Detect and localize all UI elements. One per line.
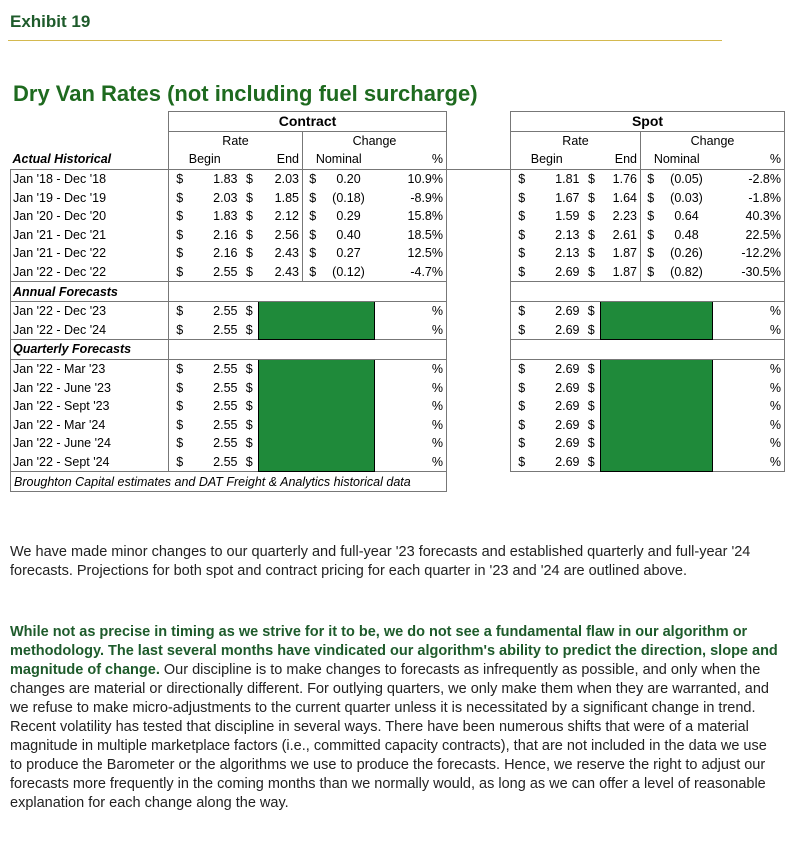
spot-pct-header: % <box>713 150 785 169</box>
spot-begin-value: 1.67 <box>555 190 580 205</box>
currency-sign: $ <box>511 397 533 416</box>
historical-section-label: Actual Historical <box>11 150 169 169</box>
currency-sign: $ <box>303 207 323 226</box>
currency-sign: $ <box>641 244 661 263</box>
currency-sign: $ <box>588 227 595 242</box>
currency-sign: $ <box>511 301 533 320</box>
contract-pct-sign: % <box>375 416 447 435</box>
spacer <box>169 340 447 360</box>
currency-sign: $ <box>511 359 533 378</box>
spot-end-value: 2.61 <box>612 227 637 242</box>
spot-rate-header: Rate <box>511 131 641 150</box>
currency-sign: $ <box>169 188 191 207</box>
section-header-row <box>11 282 785 302</box>
currency-sign: $ <box>588 246 595 261</box>
currency-sign: $ <box>511 226 533 245</box>
spacer <box>447 397 511 416</box>
currency-sign: $ <box>245 380 253 395</box>
contract-end-value: 2.43 <box>274 246 299 261</box>
currency-sign: $ <box>245 304 253 319</box>
spot-pct-value: -1.8% <box>713 188 785 207</box>
currency-sign: $ <box>169 226 191 245</box>
page-title: Dry Van Rates (not including fuel surcharge) <box>13 81 478 106</box>
currency-sign: $ <box>511 453 533 472</box>
table-row <box>11 263 785 282</box>
currency-sign: $ <box>169 263 191 282</box>
spot-end-value: 1.76 <box>612 172 637 187</box>
contract-pct-value: 18.5% <box>375 226 447 245</box>
rates-table <box>10 111 785 492</box>
column-header-row <box>11 150 785 169</box>
currency-sign: $ <box>169 301 191 320</box>
contract-begin-value: 2.55 <box>191 453 241 472</box>
contract-begin-value: 2.03 <box>213 190 238 205</box>
currency-sign: $ <box>511 188 533 207</box>
contract-begin-value: 2.55 <box>213 436 238 451</box>
contract-end-value: 1.85 <box>274 190 299 205</box>
row-label: Jan '22 - Dec '24 <box>11 321 169 340</box>
table-row <box>11 244 785 263</box>
currency-sign: $ <box>303 188 323 207</box>
spot-nominal-value: (0.82) <box>661 263 713 282</box>
currency-sign: $ <box>169 378 191 397</box>
spot-pct-sign: % <box>713 301 785 320</box>
contract-begin-header: Begin <box>169 150 241 169</box>
currency-sign: $ <box>169 453 191 472</box>
annual-section-label: Annual Forecasts <box>11 282 169 302</box>
spot-begin-value: 2.69 <box>555 417 580 432</box>
spot-pct-value: 22.5% <box>713 226 785 245</box>
row-label: Jan '22 - Mar '24 <box>11 416 169 435</box>
contract-pct-value: -8.9% <box>375 188 447 207</box>
spot-nominal-value: (0.05) <box>670 172 703 187</box>
spot-end-value: 1.64 <box>612 190 637 205</box>
row-label: Jan '22 - Mar '23 <box>11 359 169 378</box>
spacer <box>511 282 785 302</box>
row-label: Jan '22 - Dec '22 <box>11 263 169 282</box>
table-row <box>11 169 785 188</box>
spacer <box>447 263 511 282</box>
paragraph-forecast-changes: We have made minor changes to our quarterly and full-year '23 forecasts and established quarterly and full-year '24 forecasts. Projections for both spot and contract pricing for each quarter in '23 and '24 are outlined above. <box>10 544 751 579</box>
currency-sign: $ <box>169 169 191 188</box>
spot-nominal-value: 0.48 <box>674 227 699 242</box>
source-row <box>11 472 785 492</box>
contract-begin-value: 2.55 <box>213 304 238 319</box>
currency-sign: $ <box>169 397 191 416</box>
contract-pct-value: 10.9% <box>375 169 447 188</box>
row-label: Jan '22 - June '24 <box>11 434 169 453</box>
spot-begin-value: 2.69 <box>533 453 583 472</box>
spacer <box>447 282 511 302</box>
spot-begin-value: 2.69 <box>555 436 580 451</box>
spot-end-value: 1.87 <box>601 263 641 282</box>
spacer <box>447 453 511 472</box>
spot-pct-sign: % <box>713 453 785 472</box>
contract-pct-value: 12.5% <box>375 244 447 263</box>
contract-begin-value: 1.83 <box>213 209 238 224</box>
spot-begin-value: 1.59 <box>555 209 580 224</box>
contract-pct-sign: % <box>375 359 447 378</box>
currency-sign: $ <box>169 244 191 263</box>
currency-sign: $ <box>303 263 323 282</box>
spot-begin-value: 2.69 <box>555 380 580 395</box>
spot-forecast-block <box>601 301 713 339</box>
contract-change-header: Change <box>303 131 447 150</box>
spacer <box>447 359 511 378</box>
paragraph-methodology <box>10 623 780 813</box>
currency-sign: $ <box>588 209 595 224</box>
spot-begin-header: Begin <box>511 150 583 169</box>
currency-sign: $ <box>169 321 191 340</box>
contract-begin-value: 1.83 <box>213 172 238 187</box>
currency-sign: $ <box>641 207 661 226</box>
contract-pct-sign: % <box>375 378 447 397</box>
contract-begin-value: 2.55 <box>191 263 241 282</box>
contract-pct-sign: % <box>375 453 447 472</box>
contract-nominal-value: 0.20 <box>336 172 361 187</box>
contract-begin-value: 2.55 <box>213 380 238 395</box>
spot-nominal-header: Nominal <box>641 150 713 169</box>
table-row <box>11 301 785 320</box>
contract-nominal-header: Nominal <box>303 150 375 169</box>
contract-end-value: 2.03 <box>274 172 299 187</box>
spot-pct-sign: % <box>713 397 785 416</box>
currency-sign: $ <box>511 378 533 397</box>
row-label: Jan '20 - Dec '20 <box>11 207 169 226</box>
spot-nominal-value: (0.03) <box>670 190 703 205</box>
contract-nominal-value: 0.27 <box>336 246 361 261</box>
row-label: Jan '18 - Dec '18 <box>11 169 169 188</box>
currency-sign: $ <box>245 399 253 414</box>
currency-sign: $ <box>245 362 253 377</box>
currency-sign: $ <box>511 434 533 453</box>
spot-pct-sign: % <box>713 321 785 340</box>
currency-sign: $ <box>588 172 595 187</box>
currency-sign: $ <box>641 263 661 282</box>
spot-nominal-value: (0.26) <box>670 246 703 261</box>
spacer <box>447 226 511 245</box>
row-label: Jan '22 - Sept '23 <box>11 397 169 416</box>
spacer <box>447 301 511 320</box>
currency-sign: $ <box>511 207 533 226</box>
contract-pct-value: -4.7% <box>375 263 447 282</box>
spot-begin-value: 2.13 <box>555 227 580 242</box>
spacer <box>447 207 511 226</box>
spacer <box>447 434 511 453</box>
spacer <box>447 340 511 360</box>
currency-sign: $ <box>246 246 253 261</box>
spot-begin-value: 2.69 <box>533 321 583 340</box>
contract-nominal-value: (0.18) <box>332 190 365 205</box>
currency-sign: $ <box>169 416 191 435</box>
table-row <box>11 207 785 226</box>
section-header-row <box>11 340 785 360</box>
currency-sign: $ <box>303 244 323 263</box>
row-label: Jan '22 - Dec '23 <box>11 301 169 320</box>
contract-forecast-block <box>259 359 375 472</box>
row-label: Jan '22 - June '23 <box>11 378 169 397</box>
contract-nominal-value: 0.40 <box>336 227 361 242</box>
contract-pct-sign: % <box>375 301 447 320</box>
spot-begin-value: 2.13 <box>555 246 580 261</box>
spot-title: Spot <box>511 112 785 132</box>
spot-end-value: 1.87 <box>612 246 637 261</box>
spacer <box>447 244 511 263</box>
currency-sign: $ <box>641 226 661 245</box>
currency-sign: $ <box>588 190 595 205</box>
contract-forecast-block <box>259 301 375 339</box>
quarterly-section-label: Quarterly Forecasts <box>11 340 169 360</box>
spacer <box>511 340 785 360</box>
group-header-row <box>11 131 785 150</box>
contract-end-header: End <box>241 150 303 169</box>
currency-sign: $ <box>511 321 533 340</box>
contract-pct-value: 15.8% <box>375 207 447 226</box>
contract-end-value: 2.43 <box>259 263 303 282</box>
currency-sign: $ <box>246 227 253 242</box>
currency-sign: $ <box>246 172 253 187</box>
spot-begin-value: 1.81 <box>555 172 580 187</box>
paragraph-methodology-rest: Our discipline is to make changes to forecasts as infrequently as possible, and only when the changes are material or directionally different. For outlying quarters, we only make them when they are warranted, and we refuse to make micro-adjustments to the current quarter unless it is necessitated by a significant change in trend. Recent volatility has tested that discipline in several ways. There have been numerous shifts that were of a material magnitude in multiple marketplace factors (i.e., committed capacity contracts), that are not included in the data we use to produce the Barometer or the algorithms we use to produce the forecasts. Hence, we reserve the right to adjust our forecasts more frequently in the coming months than we normally would, as long as we can offer a level of reasonable explanation for each change along the way. <box>10 662 769 811</box>
spot-pct-sign: % <box>713 359 785 378</box>
spot-pct-sign: % <box>713 434 785 453</box>
spacer <box>447 378 511 397</box>
contract-pct-sign: % <box>375 434 447 453</box>
spot-pct-value: -30.5% <box>713 263 785 282</box>
spot-pct-sign: % <box>713 416 785 435</box>
spot-pct-value: 40.3% <box>713 207 785 226</box>
currency-sign: $ <box>587 417 595 432</box>
table-row <box>11 359 785 378</box>
spot-change-header: Change <box>641 131 785 150</box>
spot-begin-value: 2.69 <box>555 362 580 377</box>
spot-pct-value: -2.8% <box>713 169 785 188</box>
currency-sign: $ <box>169 359 191 378</box>
currency-sign: $ <box>511 416 533 435</box>
currency-sign: $ <box>641 188 661 207</box>
contract-pct-header: % <box>375 150 447 169</box>
currency-sign: $ <box>583 453 601 472</box>
paragraph-methodology-bold: While not as precise in timing as we strive for it to be, we do not see a fundamental flaw in our algorithm or methodology. The last several months have vindicated our algorithm's ability to predict the direction, slope and magnitude of change. <box>10 624 778 678</box>
currency-sign: $ <box>245 417 253 432</box>
header-divider <box>8 40 722 41</box>
currency-sign: $ <box>246 190 253 205</box>
contract-begin-value: 2.16 <box>213 246 238 261</box>
contract-begin-value: 2.55 <box>213 399 238 414</box>
currency-sign: $ <box>641 169 661 188</box>
contract-title: Contract <box>169 112 447 132</box>
row-label: Jan '21 - Dec '22 <box>11 244 169 263</box>
row-label: Jan '22 - Sept '24 <box>11 453 169 472</box>
source-note: Broughton Capital estimates and DAT Freight & Analytics historical data <box>11 472 447 492</box>
currency-sign: $ <box>241 321 259 340</box>
spot-end-header: End <box>583 150 641 169</box>
contract-rate-header: Rate <box>169 131 303 150</box>
currency-sign: $ <box>587 399 595 414</box>
currency-sign: $ <box>583 263 601 282</box>
spot-end-value: 2.23 <box>612 209 637 224</box>
currency-sign: $ <box>303 226 323 245</box>
currency-sign: $ <box>169 434 191 453</box>
contract-begin-value: 2.16 <box>213 227 238 242</box>
contract-end-value: 2.56 <box>274 227 299 242</box>
contract-begin-value: 2.55 <box>191 321 241 340</box>
spacer <box>447 169 511 188</box>
currency-sign: $ <box>241 263 259 282</box>
spot-pct-sign: % <box>713 378 785 397</box>
contract-nominal-value: 0.29 <box>336 209 361 224</box>
currency-sign: $ <box>511 263 533 282</box>
spacer <box>447 188 511 207</box>
currency-sign: $ <box>241 453 259 472</box>
contract-begin-value: 2.55 <box>213 362 238 377</box>
spot-forecast-block <box>601 359 713 472</box>
spot-pct-value: -12.2% <box>713 244 785 263</box>
spot-begin-value: 2.69 <box>555 399 580 414</box>
spot-nominal-value: 0.64 <box>674 209 699 224</box>
currency-sign: $ <box>587 362 595 377</box>
spacer <box>169 282 447 302</box>
contract-pct-sign: % <box>375 321 447 340</box>
currency-sign: $ <box>587 436 595 451</box>
table-row <box>11 188 785 207</box>
section-title-row <box>11 112 785 132</box>
row-label: Jan '21 - Dec '21 <box>11 226 169 245</box>
contract-begin-value: 2.55 <box>213 417 238 432</box>
contract-pct-sign: % <box>375 397 447 416</box>
currency-sign: $ <box>583 321 601 340</box>
currency-sign: $ <box>511 244 533 263</box>
currency-sign: $ <box>169 207 191 226</box>
exhibit-label: Exhibit 19 <box>10 12 91 31</box>
currency-sign: $ <box>246 209 253 224</box>
contract-end-value: 2.12 <box>274 209 299 224</box>
spot-begin-value: 2.69 <box>533 263 583 282</box>
spacer <box>447 416 511 435</box>
row-label: Jan '19 - Dec '19 <box>11 188 169 207</box>
currency-sign: $ <box>587 304 595 319</box>
currency-sign: $ <box>303 169 323 188</box>
spacer <box>447 321 511 340</box>
currency-sign: $ <box>587 380 595 395</box>
currency-sign: $ <box>511 169 533 188</box>
spot-begin-value: 2.69 <box>555 304 580 319</box>
contract-nominal-value: (0.12) <box>323 263 375 282</box>
table-row <box>11 226 785 245</box>
currency-sign: $ <box>245 436 253 451</box>
